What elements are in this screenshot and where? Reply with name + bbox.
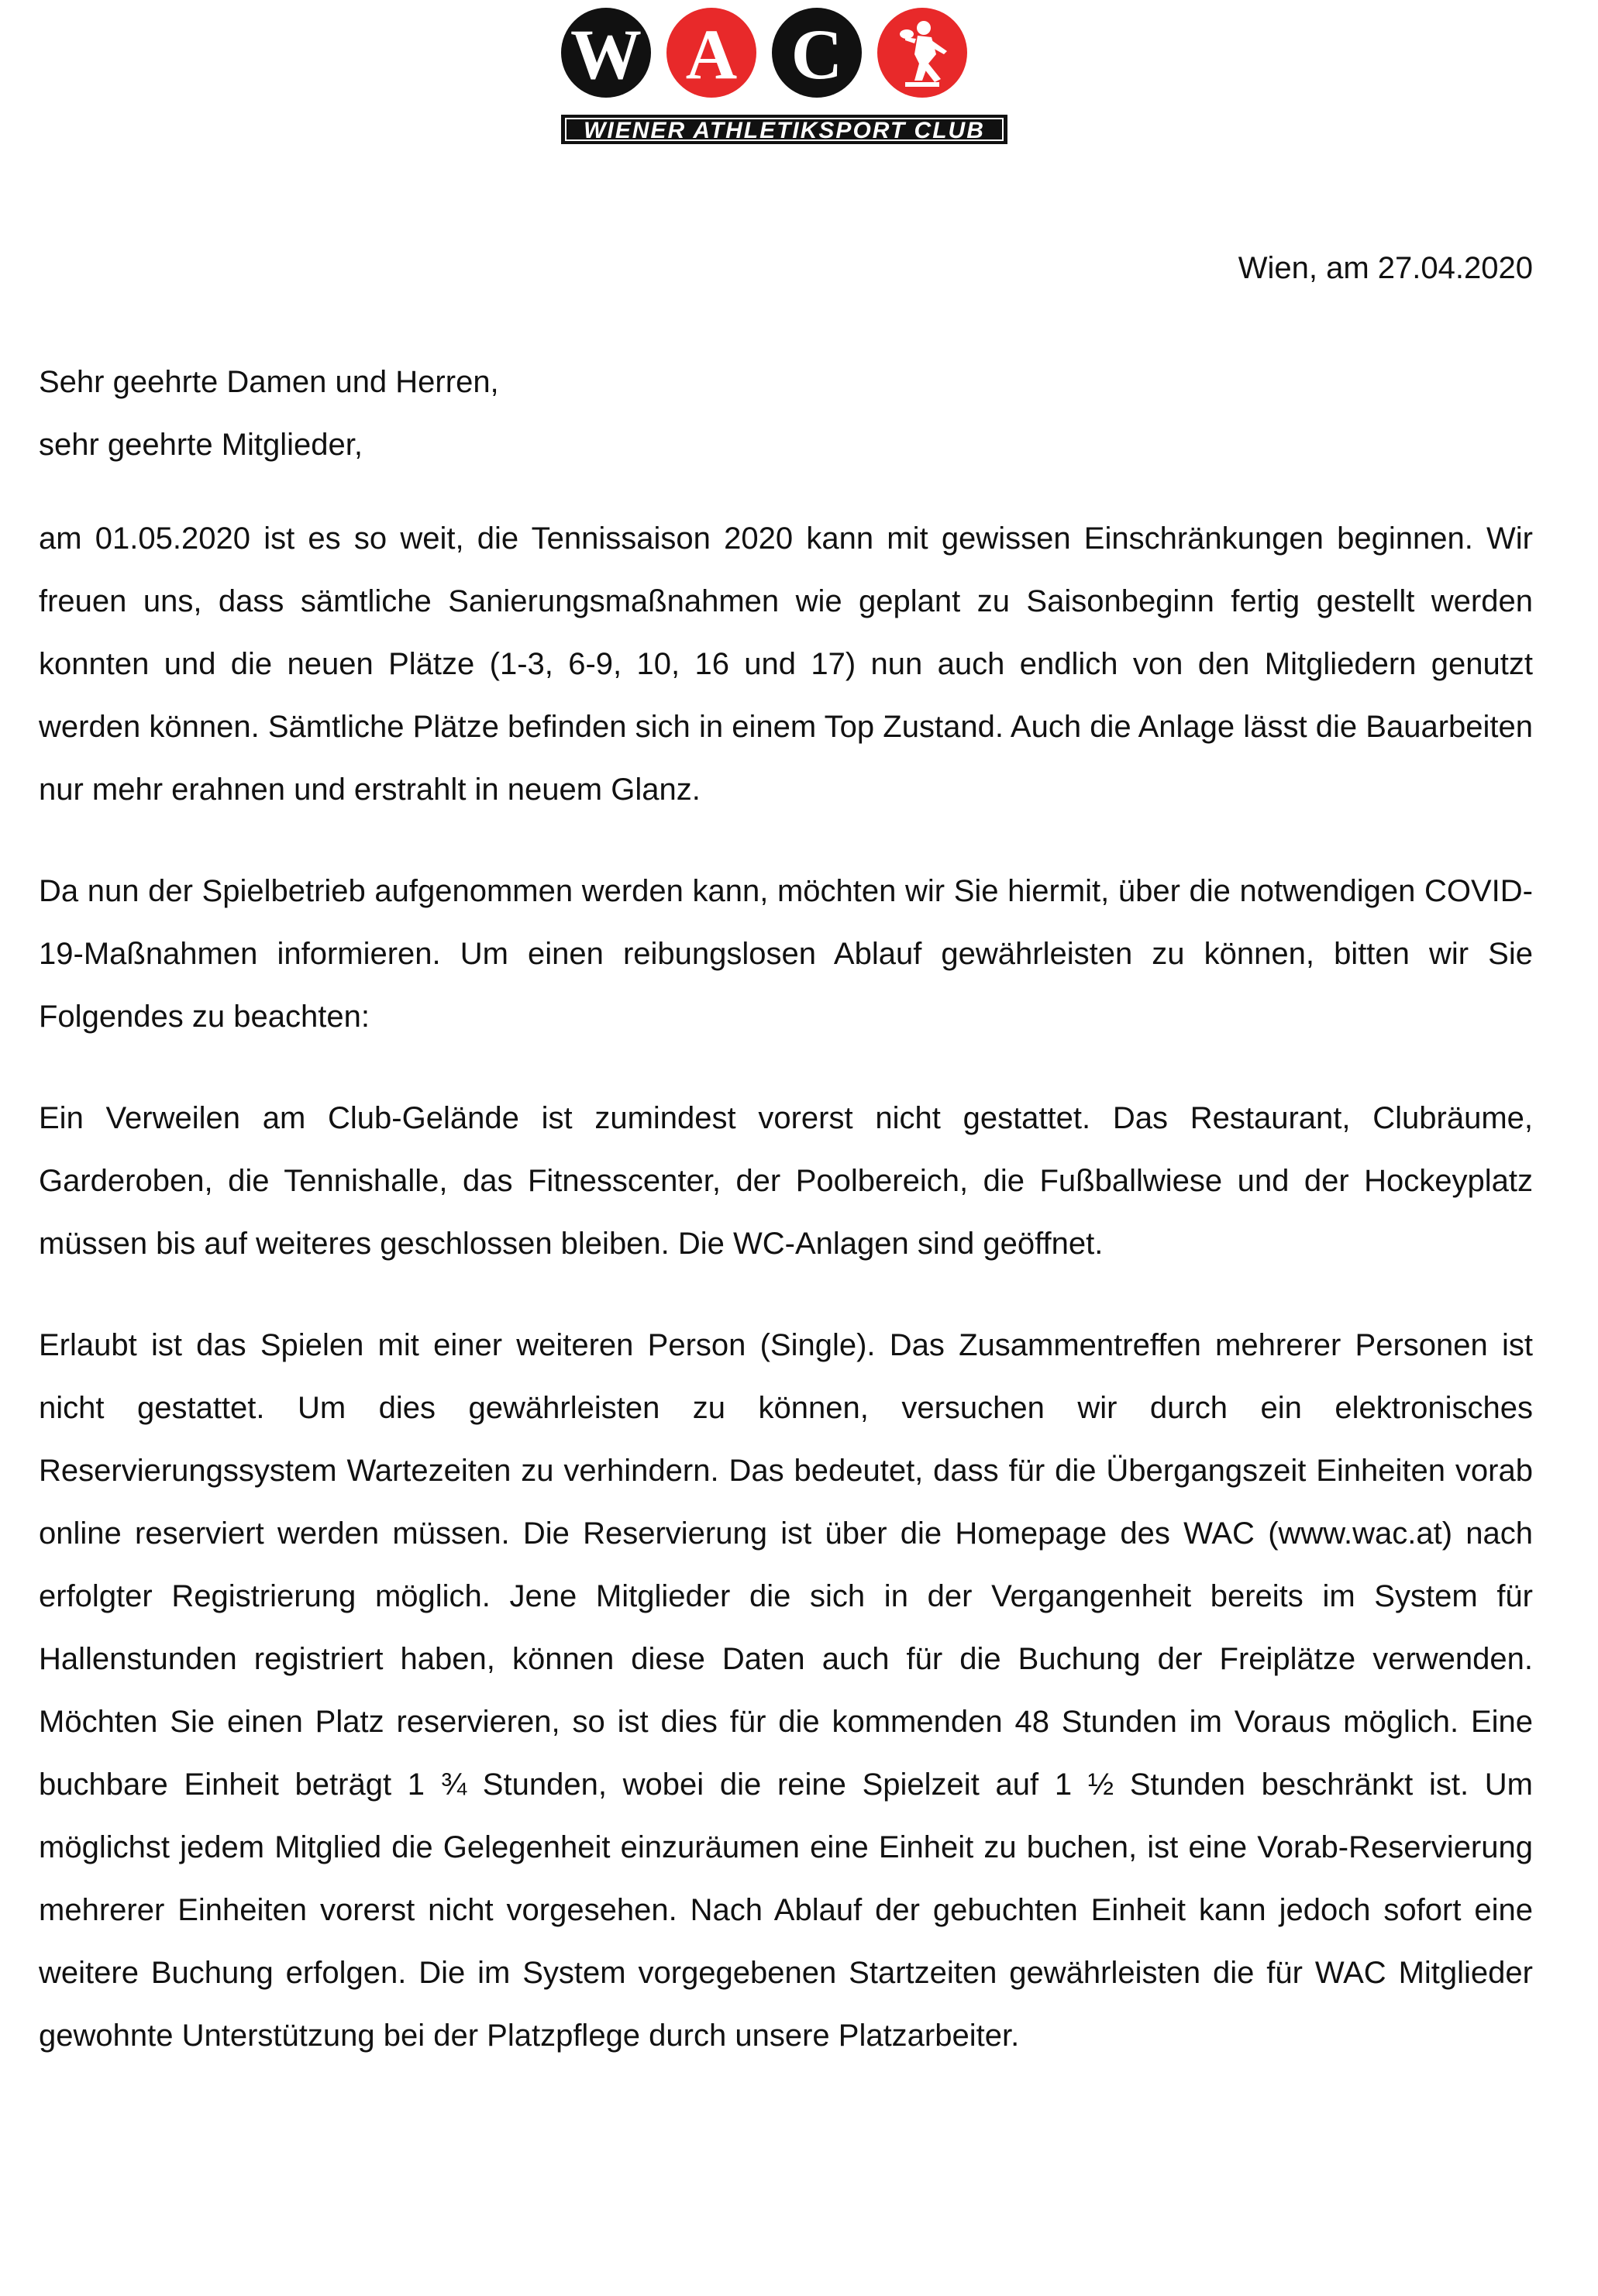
salutation-line-2: sehr geehrte Mitglieder, (39, 428, 363, 462)
salutation-line-1: Sehr geehrte Damen und Herren, (39, 365, 499, 399)
wac-logo (560, 6, 1009, 147)
club-name: WIENER ATHLETIKSPORT CLUB (584, 118, 985, 143)
paragraph-reservation-rules: Erlaubt ist das Spielen mit einer weiteren Person (Single). Das Zusammentreffen mehrerer Personen ist nicht gestattet. Um dies gewährleisten zu können, versuchen wir durch ein elektronisches Reservierungssystem Wartezeiten zu verhindern. Das bedeutet, dass für die Übergangszeit Einheiten vorab online reserviert werden müssen. Die Reservierung ist über die Homepage des WAC (www.wac.at) nach erfolgter Registrierung möglich. Jene Mitglieder die sich in der Vergangenheit bereits im System für Hallenstunden registriert haben, können diese Daten auch für die Buchung der Freiplätze verwenden. Möchten Sie einen Platz reservieren, so ist dies für die kommenden 48 Stunden im Voraus möglich. Eine buchbare Einheit beträgt 1 ¾ Stunden, wobei die reine Spielzeit auf 1 ½ Stunden beschränkt ist. Um möglichst jedem Mitglied die Gelegenheit einzuräumen eine Einheit zu buchen, ist eine Vorab-Reservierung mehrerer Einheiten vorerst nicht vorgesehen. Nach Ablauf der gebuchten Einheit kann jedoch sofort eine weitere Buchung erfolgen. Die im System vorgegebenen Startzeiten gewährleisten die für WAC Mitglieder gewohnte Unterstützung bei der Platzpflege durch unsere Platzarbeiter. (39, 1328, 1533, 2053)
letter-date: Wien, am 27.04.2020 (1238, 251, 1533, 285)
logo-letter-c: C (790, 15, 843, 94)
salutation (39, 351, 499, 477)
paragraph-season-start: am 01.05.2020 ist es so weit, die Tennissaison 2020 kann mit gewissen Einschränkungen beginnen. Wir freuen uns, dass sämtliche Sanierungsmaßnahmen wie geplant zu Saisonbeginn fertig gestellt werden konnten und die neuen Plätze (1-3, 6-9, 10, 16 und 17) nun auch endlich von den Mitgliedern genutzt werden können. Sämtliche Plätze befinden sich in einem Top Zustand. Auch die Anlage lässt die Bauarbeiten nur mehr erahnen und erstrahlt in neuem Glanz. (39, 522, 1533, 807)
paragraph-facilities-closed: Ein Verweilen am Club-Gelände ist zumindest vorerst nicht gestattet. Das Restaurant, Clubräume, Garderoben, die Tennishalle, das Fitnesscenter, der Poolbereich, die Fußballwiese und der Hockeyplatz müssen bis auf weiteres geschlossen bleiben. Die WC-Anlagen sind geöffnet. (39, 1101, 1533, 1261)
letter-body (39, 508, 1533, 2106)
logo-letter-w: W (570, 15, 642, 94)
club-letterhead-logo (560, 6, 1009, 147)
paragraph-covid-intro: Da nun der Spielbetrieb aufgenommen werden kann, möchten wir Sie hiermit, über die notwendigen COVID-19-Maßnahmen informieren. Um einen reibungslosen Ablauf gewährleisten zu können, bitten wir Sie Folgendes zu beachten: (39, 874, 1533, 1034)
logo-letter-a: A (685, 15, 738, 94)
